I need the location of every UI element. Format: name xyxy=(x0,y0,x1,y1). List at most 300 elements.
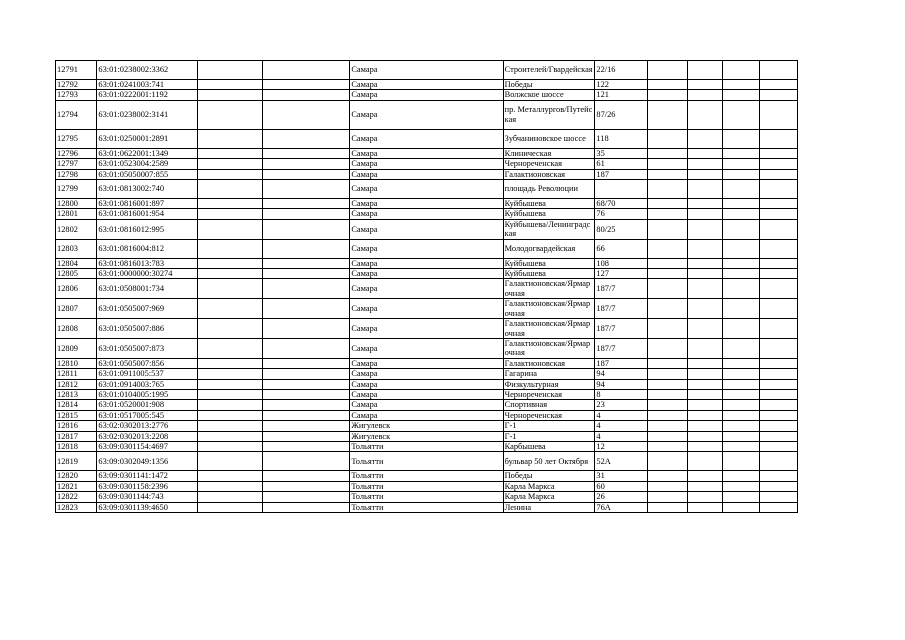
cell-empty xyxy=(198,239,263,258)
cell-empty xyxy=(647,421,687,431)
cell-empty xyxy=(759,441,797,451)
cell-empty xyxy=(647,100,687,129)
cell-num: 12807 xyxy=(56,299,97,319)
cell-empty xyxy=(198,100,263,129)
cell-cadastral: 63:01:0505007:969 xyxy=(97,299,198,319)
cell-city: Самара xyxy=(350,239,503,258)
cell-street: Куйбышева xyxy=(503,209,595,219)
cell-house: 118 xyxy=(595,129,648,148)
table-row xyxy=(56,148,798,158)
cell-empty xyxy=(722,129,759,148)
table-row xyxy=(56,481,798,491)
cell-num: 12801 xyxy=(56,209,97,219)
table-row xyxy=(56,258,798,268)
cell-num: 12815 xyxy=(56,410,97,420)
cell-empty xyxy=(263,492,350,502)
table-row xyxy=(56,169,798,179)
cell-street: Куйбышева xyxy=(503,258,595,268)
cell-empty xyxy=(722,269,759,279)
cell-house: 187/7 xyxy=(595,299,648,319)
cell-empty xyxy=(263,100,350,129)
cell-cadastral: 63:01:0238002:3362 xyxy=(97,61,198,80)
cell-street: Чернореченская xyxy=(503,410,595,420)
cell-empty xyxy=(688,502,723,512)
cell-empty xyxy=(759,279,797,299)
cell-empty xyxy=(647,159,687,169)
cell-empty xyxy=(722,379,759,389)
cell-street: Гагарина xyxy=(503,369,595,379)
cell-empty xyxy=(198,279,263,299)
cell-num: 12793 xyxy=(56,90,97,100)
cell-empty xyxy=(688,159,723,169)
cell-empty xyxy=(263,441,350,451)
cell-cadastral: 63:01:0816001:897 xyxy=(97,199,198,209)
cell-empty xyxy=(263,258,350,268)
cell-num: 12814 xyxy=(56,400,97,410)
cell-empty xyxy=(722,219,759,239)
table-row xyxy=(56,492,798,502)
cell-num: 12813 xyxy=(56,389,97,399)
cell-street: Куйбышева/Ленинградская xyxy=(503,219,595,239)
cell-cadastral: 63:01:0622001:1349 xyxy=(97,148,198,158)
cell-empty xyxy=(688,452,723,471)
cell-empty xyxy=(263,269,350,279)
cell-empty xyxy=(722,492,759,502)
cell-house: 76 xyxy=(595,209,648,219)
cell-empty xyxy=(759,502,797,512)
cell-empty xyxy=(263,319,350,339)
cell-empty xyxy=(198,299,263,319)
table-row xyxy=(56,431,798,441)
cell-empty xyxy=(722,338,759,358)
cell-empty xyxy=(688,369,723,379)
cell-empty xyxy=(759,421,797,431)
cell-empty xyxy=(647,61,687,80)
cell-city: Самара xyxy=(350,209,503,219)
cell-street: площадь Революции xyxy=(503,180,595,199)
cell-empty xyxy=(263,169,350,179)
cell-empty xyxy=(263,148,350,158)
cell-num: 12822 xyxy=(56,492,97,502)
cell-city: Самара xyxy=(350,319,503,339)
cell-house: 8 xyxy=(595,389,648,399)
cell-house: 108 xyxy=(595,258,648,268)
cell-empty xyxy=(688,209,723,219)
cell-house: 122 xyxy=(595,80,648,90)
cell-street: Зубчаниновское шоссе xyxy=(503,129,595,148)
cell-empty xyxy=(198,129,263,148)
cell-empty xyxy=(647,239,687,258)
cell-house: 31 xyxy=(595,471,648,481)
cell-empty xyxy=(759,299,797,319)
cell-city: Тольятти xyxy=(350,502,503,512)
cell-empty xyxy=(647,148,687,158)
cell-empty xyxy=(198,431,263,441)
cell-empty xyxy=(759,80,797,90)
cell-empty xyxy=(688,400,723,410)
cell-empty xyxy=(722,279,759,299)
cell-street: Галактионовская/Ярмарочная xyxy=(503,338,595,358)
cell-empty xyxy=(759,61,797,80)
cell-city: Жигулевск xyxy=(350,421,503,431)
cell-city: Самара xyxy=(350,389,503,399)
cell-empty xyxy=(688,129,723,148)
table-row xyxy=(56,319,798,339)
cell-empty xyxy=(759,269,797,279)
cell-city: Самара xyxy=(350,180,503,199)
cell-empty xyxy=(722,410,759,420)
cell-cadastral: 63:01:0250001:2891 xyxy=(97,129,198,148)
cell-cadastral: 63:09:0302049:1356 xyxy=(97,452,198,471)
cell-empty xyxy=(647,319,687,339)
table-row xyxy=(56,100,798,129)
cell-empty xyxy=(688,319,723,339)
cell-empty xyxy=(688,338,723,358)
cell-city: Самара xyxy=(350,100,503,129)
cell-num: 12816 xyxy=(56,421,97,431)
cell-house: 187 xyxy=(595,358,648,368)
cell-empty xyxy=(198,421,263,431)
cell-empty xyxy=(263,431,350,441)
cell-house: 80/25 xyxy=(595,219,648,239)
cell-empty xyxy=(722,169,759,179)
cell-street: Спортивная xyxy=(503,400,595,410)
cell-cadastral: 63:01:0505007:886 xyxy=(97,319,198,339)
cell-empty xyxy=(688,279,723,299)
cell-cadastral: 63:09:0301144:743 xyxy=(97,492,198,502)
cell-empty xyxy=(263,219,350,239)
cell-house: 60 xyxy=(595,481,648,491)
cell-city: Самара xyxy=(350,80,503,90)
cell-empty xyxy=(263,421,350,431)
cell-empty xyxy=(759,319,797,339)
cell-empty xyxy=(759,358,797,368)
cell-city: Самара xyxy=(350,379,503,389)
cell-cadastral: 63:09:0301158:2396 xyxy=(97,481,198,491)
cell-house: 68/70 xyxy=(595,199,648,209)
cell-empty xyxy=(688,269,723,279)
cell-num: 12803 xyxy=(56,239,97,258)
cell-num: 12802 xyxy=(56,219,97,239)
cell-empty xyxy=(688,199,723,209)
table-row xyxy=(56,61,798,80)
cell-empty xyxy=(198,481,263,491)
table-row xyxy=(56,129,798,148)
cell-empty xyxy=(759,452,797,471)
cell-house: 76А xyxy=(595,502,648,512)
cell-empty xyxy=(722,358,759,368)
cell-street: Галактионовская/Ярмарочная xyxy=(503,319,595,339)
cell-empty xyxy=(647,269,687,279)
cell-empty xyxy=(198,148,263,158)
cell-empty xyxy=(688,379,723,389)
cell-cadastral: 63:01:0505007:873 xyxy=(97,338,198,358)
table-row xyxy=(56,452,798,471)
cell-empty xyxy=(647,299,687,319)
cell-empty xyxy=(722,148,759,158)
cell-empty xyxy=(198,319,263,339)
cell-street: Куйбышева xyxy=(503,199,595,209)
cell-empty xyxy=(647,379,687,389)
cell-empty xyxy=(759,169,797,179)
cell-city: Самара xyxy=(350,90,503,100)
cell-street: Галактионовская xyxy=(503,358,595,368)
cell-city: Самара xyxy=(350,299,503,319)
cell-empty xyxy=(263,299,350,319)
cell-empty xyxy=(263,159,350,169)
cell-house: 12 xyxy=(595,441,648,451)
cell-house: 187/7 xyxy=(595,279,648,299)
cell-empty xyxy=(198,219,263,239)
cell-empty xyxy=(263,80,350,90)
cell-empty xyxy=(688,148,723,158)
cell-empty xyxy=(647,389,687,399)
cell-num: 12792 xyxy=(56,80,97,90)
cell-empty xyxy=(647,452,687,471)
cell-empty xyxy=(647,369,687,379)
cell-num: 12823 xyxy=(56,502,97,512)
table-row xyxy=(56,358,798,368)
cell-num: 12817 xyxy=(56,431,97,441)
cell-empty xyxy=(722,431,759,441)
cell-empty xyxy=(688,180,723,199)
cell-street: бульвар 50 лет Октября xyxy=(503,452,595,471)
cell-city: Самара xyxy=(350,61,503,80)
cell-empty xyxy=(722,299,759,319)
cell-empty xyxy=(759,481,797,491)
cell-house: 22/16 xyxy=(595,61,648,80)
cell-city: Самара xyxy=(350,369,503,379)
cell-empty xyxy=(647,90,687,100)
cell-street: Чернореченская xyxy=(503,389,595,399)
cell-city: Тольятти xyxy=(350,471,503,481)
cell-num: 12809 xyxy=(56,338,97,358)
cell-empty xyxy=(198,258,263,268)
cell-cadastral: 63:01:05050007:855 xyxy=(97,169,198,179)
cell-empty xyxy=(688,492,723,502)
cell-empty xyxy=(722,239,759,258)
cell-num: 12798 xyxy=(56,169,97,179)
cell-empty xyxy=(198,169,263,179)
table-row xyxy=(56,199,798,209)
table-row xyxy=(56,410,798,420)
cell-num: 12800 xyxy=(56,199,97,209)
cell-empty xyxy=(263,502,350,512)
cell-empty xyxy=(759,180,797,199)
cell-house: 187/7 xyxy=(595,319,648,339)
cell-empty xyxy=(688,80,723,90)
cell-cadastral: 63:01:0816012:995 xyxy=(97,219,198,239)
cell-city: Самара xyxy=(350,169,503,179)
cell-empty xyxy=(759,389,797,399)
cell-house: 4 xyxy=(595,421,648,431)
cell-empty xyxy=(722,452,759,471)
cell-cadastral: 63:01:0813002:740 xyxy=(97,180,198,199)
cell-empty xyxy=(647,80,687,90)
cell-num: 12805 xyxy=(56,269,97,279)
cell-cadastral: 63:01:0222001:1192 xyxy=(97,90,198,100)
cell-empty xyxy=(722,258,759,268)
table-row xyxy=(56,269,798,279)
cell-empty xyxy=(688,389,723,399)
cell-cadastral: 63:09:0301154:4697 xyxy=(97,441,198,451)
cell-city: Самара xyxy=(350,358,503,368)
cell-city: Самара xyxy=(350,258,503,268)
cell-street: Куйбышева xyxy=(503,269,595,279)
cell-empty xyxy=(722,481,759,491)
cell-house: 94 xyxy=(595,379,648,389)
cell-empty xyxy=(722,369,759,379)
cell-empty xyxy=(647,279,687,299)
cell-empty xyxy=(759,410,797,420)
cell-city: Самара xyxy=(350,159,503,169)
cell-cadastral: 63:02:0302013:2776 xyxy=(97,421,198,431)
cell-empty xyxy=(688,471,723,481)
cell-empty xyxy=(722,502,759,512)
cell-cadastral: 63:01:0000000:30274 xyxy=(97,269,198,279)
cell-street: Волжское шоссе xyxy=(503,90,595,100)
cell-cadastral: 63:09:0301139:4650 xyxy=(97,502,198,512)
cell-city: Самара xyxy=(350,269,503,279)
cell-num: 12795 xyxy=(56,129,97,148)
cell-house: 121 xyxy=(595,90,648,100)
cell-cadastral: 63:01:0241003:741 xyxy=(97,80,198,90)
cell-empty xyxy=(759,148,797,158)
cell-empty xyxy=(647,358,687,368)
cell-empty xyxy=(688,481,723,491)
cell-empty xyxy=(688,169,723,179)
cell-cadastral: 63:01:0104005:1995 xyxy=(97,389,198,399)
cell-city: Самара xyxy=(350,400,503,410)
cell-empty xyxy=(263,471,350,481)
cell-house: 23 xyxy=(595,400,648,410)
cell-empty xyxy=(198,269,263,279)
cell-street: Г-1 xyxy=(503,431,595,441)
cell-empty xyxy=(759,199,797,209)
cell-house: 61 xyxy=(595,159,648,169)
cell-empty xyxy=(198,90,263,100)
table-row xyxy=(56,219,798,239)
cell-empty xyxy=(722,199,759,209)
cell-street: Галактионовская xyxy=(503,169,595,179)
cell-street: Галактионовская/Ярмарочная xyxy=(503,299,595,319)
cell-empty xyxy=(647,410,687,420)
cell-empty xyxy=(198,471,263,481)
cell-num: 12804 xyxy=(56,258,97,268)
cell-num: 12821 xyxy=(56,481,97,491)
table-row xyxy=(56,239,798,258)
cell-empty xyxy=(198,452,263,471)
cell-empty xyxy=(263,61,350,80)
cell-empty xyxy=(722,180,759,199)
cell-empty xyxy=(759,338,797,358)
table-row xyxy=(56,471,798,481)
cell-empty xyxy=(722,61,759,80)
cell-city: Тольятти xyxy=(350,441,503,451)
cell-empty xyxy=(722,421,759,431)
cell-city: Тольятти xyxy=(350,452,503,471)
cell-num: 12812 xyxy=(56,379,97,389)
cell-num: 12819 xyxy=(56,452,97,471)
cell-num: 12818 xyxy=(56,441,97,451)
cell-empty xyxy=(647,199,687,209)
cell-street: Чернореченская xyxy=(503,159,595,169)
cell-empty xyxy=(198,410,263,420)
cell-city: Самара xyxy=(350,410,503,420)
cell-empty xyxy=(198,492,263,502)
cell-street: Галактионовская/Ярмарочная xyxy=(503,279,595,299)
cell-cadastral: 63:01:0238002:3141 xyxy=(97,100,198,129)
cell-city: Самара xyxy=(350,129,503,148)
cell-cadastral: 63:01:0816013:783 xyxy=(97,258,198,268)
cell-street: Победы xyxy=(503,471,595,481)
cell-empty xyxy=(647,471,687,481)
cell-street: Г-1 xyxy=(503,421,595,431)
cell-cadastral: 63:01:0520001:908 xyxy=(97,400,198,410)
table-row xyxy=(56,379,798,389)
cell-empty xyxy=(263,481,350,491)
cell-empty xyxy=(198,502,263,512)
cell-empty xyxy=(198,369,263,379)
table-row xyxy=(56,338,798,358)
table-body xyxy=(56,61,798,513)
cell-street: Карла Маркса xyxy=(503,492,595,502)
cell-empty xyxy=(263,379,350,389)
cell-empty xyxy=(722,100,759,129)
table-row xyxy=(56,80,798,90)
cell-empty xyxy=(198,80,263,90)
cell-empty xyxy=(759,100,797,129)
cell-cadastral: 63:01:0816004:812 xyxy=(97,239,198,258)
cell-empty xyxy=(198,358,263,368)
cell-empty xyxy=(688,421,723,431)
cell-empty xyxy=(198,209,263,219)
cell-empty xyxy=(759,471,797,481)
cell-empty xyxy=(722,471,759,481)
cell-num: 12820 xyxy=(56,471,97,481)
cell-empty xyxy=(759,159,797,169)
cell-empty xyxy=(722,441,759,451)
cell-num: 12794 xyxy=(56,100,97,129)
data-table xyxy=(55,60,798,513)
cell-empty xyxy=(759,369,797,379)
cell-empty xyxy=(263,410,350,420)
cell-house xyxy=(595,180,648,199)
cell-empty xyxy=(759,90,797,100)
cell-empty xyxy=(647,129,687,148)
cell-empty xyxy=(263,452,350,471)
cell-empty xyxy=(263,209,350,219)
cell-num: 12791 xyxy=(56,61,97,80)
cell-empty xyxy=(647,400,687,410)
table-row xyxy=(56,400,798,410)
cell-empty xyxy=(722,389,759,399)
cell-city: Самара xyxy=(350,219,503,239)
cell-city: Самара xyxy=(350,338,503,358)
cell-empty xyxy=(722,80,759,90)
cell-empty xyxy=(759,219,797,239)
cell-empty xyxy=(688,299,723,319)
cell-street: Физкультурная xyxy=(503,379,595,389)
table-row xyxy=(56,90,798,100)
cell-empty xyxy=(198,199,263,209)
cell-house: 66 xyxy=(595,239,648,258)
cell-street: Карла Маркса xyxy=(503,481,595,491)
cell-empty xyxy=(722,90,759,100)
cell-house: 187/7 xyxy=(595,338,648,358)
cell-street: Клиническая xyxy=(503,148,595,158)
cell-empty xyxy=(263,358,350,368)
